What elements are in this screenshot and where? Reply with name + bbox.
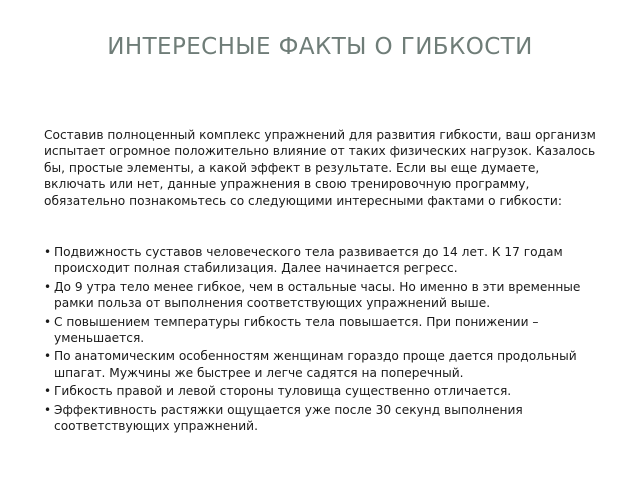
bullet-icon: • — [44, 349, 52, 364]
fact-item — [44, 383, 606, 399]
fact-text: До 9 утра тело менее гибкое, чем в остальные часы. Но именно в эти временные рамки польза от выполнения соответствующих упражнений выше. — [54, 279, 581, 311]
facts-list — [44, 244, 606, 436]
fact-item — [44, 314, 606, 347]
fact-item — [44, 348, 606, 381]
fact-text: Эффективность растяжки ощущается уже после 30 секунд выполнения соответствующих упражнений. — [54, 402, 523, 434]
slide-title: ИНТЕРЕСНЫЕ ФАКТЫ О ГИБКОСТИ — [107, 34, 533, 60]
fact-item — [44, 279, 606, 312]
fact-text: Гибкость правой и левой стороны туловища существенно отличается. — [54, 384, 512, 399]
fact-text: Подвижность суставов человеческого тела развивается до 14 лет. К 17 годам происходит полная стабилизация. Далее начинается регресс. — [54, 245, 563, 276]
intro-paragraph: Составив полноценный комплекс упражнений для развития гибкости, ваш организм испытает огромное положительно влияние от таких физических нагрузок. Казалось бы, простые элементы, а какой эффект в результате. Если вы еще думаете, включать или нет, данные упражнения в свою тренировочную программу, обязательно познакомьтесь со следующими интересными фактами о гибкости: — [44, 128, 596, 208]
bullet-icon: • — [44, 402, 52, 417]
fact-item — [44, 402, 606, 435]
fact-item — [44, 244, 606, 277]
fact-text: С повышением температуры гибкость тела повышается. При понижении – уменьшается. — [54, 314, 539, 346]
bullet-icon: • — [44, 384, 52, 399]
bullet-icon: • — [44, 279, 52, 294]
bullet-icon: • — [44, 314, 52, 329]
fact-text: По анатомическим особенностям женщинам гораздо проще дается продольный шпагат. Мужчины же быстрее и легче садятся на поперечный. — [54, 349, 577, 380]
bullet-icon: • — [44, 245, 52, 259]
